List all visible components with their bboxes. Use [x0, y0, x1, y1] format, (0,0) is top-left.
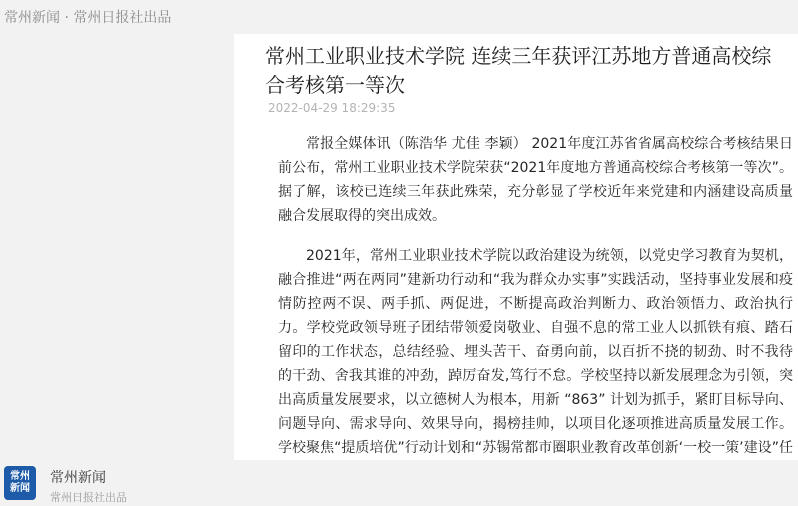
- article-timestamp: 2022-04-29 18:29:35: [268, 101, 396, 115]
- left-sidebar: [0, 34, 234, 460]
- article-panel: [234, 34, 798, 460]
- article-paragraph: 2021年，常州工业职业技术学院以政治建设为统领，以党史学习教育为契机，融合推进“两在两同”建新功行动和“我为群众办实事”实践活动，坚持事业发展和疫情防控两不误、两手抓、两促进，不断提高政治判断力、政治领悟力、政治执行力。学校党政领导班子团结带领爱岗敬业、自强不息的常工业人以抓铁有痕、踏石留印的工作状态，总结经验、埋头苦干、奋勇向前，以百折不挠的韧劲、时不我待的干劲、舍我其谁的冲劲，踔厉奋发,笃行不怠。学校坚持以新发展理念为引领，突出高质量发展要求，以立德树人为根本，用新 “863” 计划为抓手，紧盯目标导向、问题导向、需求导向、效果导向，揭榜挂帅，以项目化逐项推进高质量发展工作。学校聚焦“提质培优”行动计划和“苏锡常都市圈职业教育改革创新‘一校一策’建设”任: [278, 248, 793, 456]
- article-paragraph: 常报全媒体讯（陈浩华 尤佳 李颖） 2021年度江苏省省属高校综合考核结果日前公布，常州工业职业技术学院荣获“2021年度地方普通高校综合考核第一等次”。据了解，该校已连续三年获此殊荣，充分彰显了学校近年来党建和内涵建设高质量融合发展取得的突出成效。: [278, 136, 793, 224]
- app-name[interactable]: 常州新闻: [50, 470, 106, 486]
- article-title: 常州工业职业技术学院 连续三年获评江苏地方普通高校综合考核第一等次: [265, 44, 772, 97]
- publisher-label: 常州日报社出品: [50, 491, 127, 504]
- app-banner[interactable]: [0, 460, 798, 506]
- app-logo-icon[interactable]: [4, 466, 36, 500]
- breadcrumb[interactable]: 常州新闻 · 常州日报社出品: [4, 10, 172, 26]
- top-bar: [0, 0, 798, 34]
- logo-text-line2: 新闻: [10, 483, 30, 494]
- logo-text-line1: 常州: [10, 471, 30, 482]
